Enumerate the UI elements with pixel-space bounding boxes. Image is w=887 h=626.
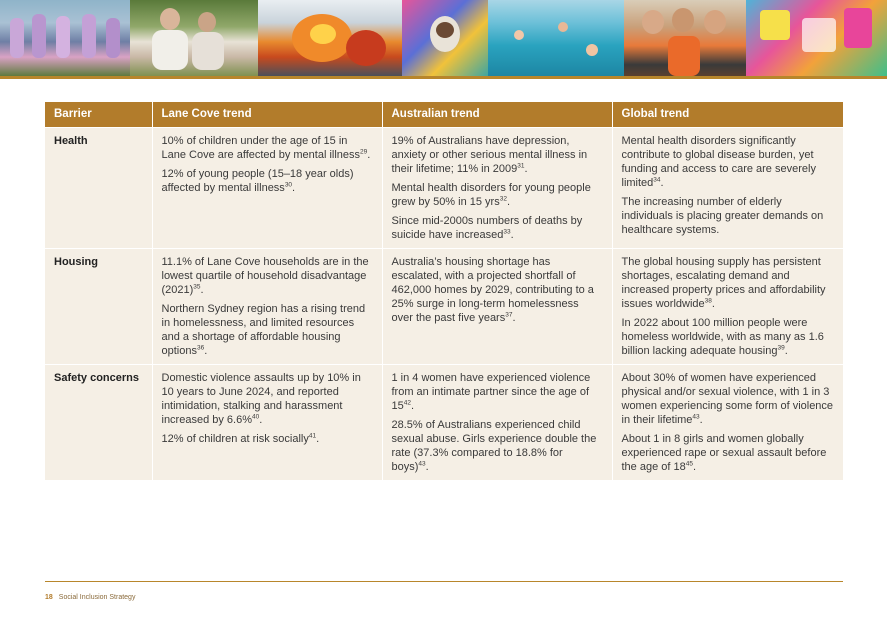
trend-item: 28.5% of Australians experienced child sexual abuse. Girls experience double the rate (37.3% compared to 18.8% for boys)$^{43}$. <box>391 418 597 473</box>
cell-australian-trend <box>382 248 612 364</box>
trend-item: In 2022 about 100 million people were homeless worldwide, with as many as 1.6 billion lacking adequate housing$^{39}$. <box>621 316 824 357</box>
banner-photo-pool <box>488 0 624 76</box>
cell-global-trend <box>612 248 843 364</box>
trend-item: About 30% of women have experienced physical and/or sexual violence, with 1 in 3 women experiencing some form of violence in their lifetime$^{43}$. <box>621 371 834 426</box>
trend-item: Mental health disorders for young people grew by 50% in 15 yrs$^{32}$. <box>391 181 591 208</box>
banner-photo-women-group <box>624 0 746 76</box>
header-australian-trend: Australian trend <box>382 102 612 127</box>
trend-item: 12% of children at risk socially$^{41}$. <box>161 431 320 445</box>
footer-divider <box>45 581 843 582</box>
cell-lane-cove-trend <box>152 248 382 364</box>
banner-photo-dog-mural <box>402 0 488 76</box>
table-row <box>45 248 843 364</box>
row-label-housing: Housing <box>45 248 152 364</box>
trend-item: Australia’s housing shortage has escalated, with a projected shortfall of 462,000 homes by 2029, contributing to a 25% surge in long-term homelessness over the past five years$^{37}$. <box>391 255 594 324</box>
document-title: Social Inclusion Strategy <box>58 594 136 601</box>
cell-global-trend <box>612 364 843 480</box>
banner <box>0 0 887 76</box>
page-footer <box>45 594 135 601</box>
trend-item: The global housing supply has persistent shortages, escalating demand and increased property prices and affordability issues worldwide$^{38}$. <box>621 255 826 310</box>
banner-photo-welcome-mural <box>746 0 887 76</box>
trend-item: Since mid-2000s numbers of deaths by suicide have increased$^{33}$. <box>391 214 583 241</box>
row-label-safety-concerns: Safety concerns <box>45 364 152 480</box>
barriers-table <box>45 102 843 480</box>
cell-australian-trend <box>382 127 612 248</box>
table-row <box>45 364 843 480</box>
banner-photo-dancers <box>0 0 130 76</box>
table-header-row <box>45 102 843 127</box>
cell-lane-cove-trend <box>152 127 382 248</box>
page-number: 18 <box>45 594 53 601</box>
banner-divider <box>0 76 887 79</box>
trend-item: 11.1% of Lane Cove households are in the lowest quartile of household disadvantage $(2021)^{35}$. <box>161 255 369 296</box>
trend-item: About 1 in 8 girls and women globally experienced rape or sexual assault before the age of $18^{45}$. <box>621 432 827 473</box>
row-label-health: Health <box>45 127 152 248</box>
table-row <box>45 127 843 248</box>
cell-lane-cove-trend <box>152 364 382 480</box>
header-lane-cove-trend: Lane Cove trend <box>152 102 382 127</box>
trend-item: The increasing number of elderly individuals is placing greater demands on healthcare systems. <box>621 195 824 236</box>
trend-item: Mental health disorders significantly contribute to global disease burden, yet funding and access to care are severely limited$^{34}$. <box>621 134 816 189</box>
trend-item: Northern Sydney region has a rising trend in homelessness, and limited resources and a shortage of affordable housing options$^{36}$. <box>161 302 366 357</box>
cell-global-trend <box>612 127 843 248</box>
header-barrier: Barrier <box>45 102 152 127</box>
banner-photo-family <box>130 0 258 76</box>
cell-australian-trend <box>382 364 612 480</box>
trend-item: 19% of Australians have depression, anxiety or other serious mental illness in their lifetime; 11% in 2009$^{31}$. <box>391 134 588 175</box>
trend-item: 12% of young people (15–18 year olds) affected by mental illness$^{30}$. <box>161 167 354 194</box>
trend-item: 1 in 4 women have experienced violence from an intimate partner since the age of $15^{42}$. <box>391 371 591 412</box>
trend-item: 10% of children under the age of 15 in Lane Cove are affected by mental illness$^{29}$. <box>161 134 371 161</box>
header-global-trend: Global trend <box>612 102 843 127</box>
banner-photo-lion-dance <box>258 0 402 76</box>
trend-item: Domestic violence assaults up by 10% in 10 years to June 2024, and reported intimidation, stalking and harassment increased by 6.6%$^{40}$. <box>161 371 361 426</box>
